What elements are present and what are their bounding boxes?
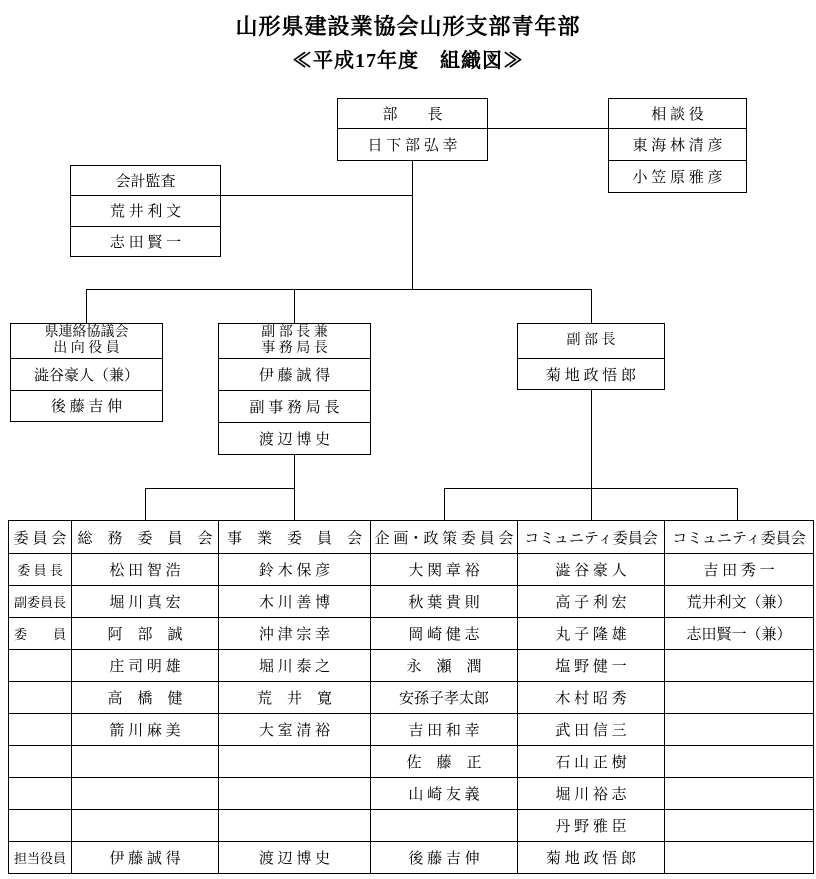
member-cell: 石 山 正 樹 [518, 746, 665, 778]
row-label [9, 746, 72, 778]
member-cell: 後 藤 吉 伸 [371, 842, 518, 874]
header-cell-community-2: コミュニティ委員会 [665, 521, 814, 554]
connector-line [145, 488, 146, 520]
liaison-box [10, 323, 163, 422]
audit-box [70, 165, 221, 257]
table-row [9, 714, 814, 746]
row-label [9, 810, 72, 842]
member-cell [665, 842, 814, 874]
advisor-name: 小 笠 原 雅 彦 [609, 160, 746, 192]
page-title: 山形県建設業協会山形支部青年部 [235, 14, 581, 39]
committee-table [8, 520, 814, 874]
vice-director-secretary-title-line1: 副 部 長 兼 [261, 325, 328, 340]
member-cell [665, 682, 814, 714]
table-row [9, 554, 814, 586]
liaison-name: 後 藤 吉 伸 [11, 390, 162, 422]
member-cell [219, 746, 371, 778]
member-cell [72, 746, 219, 778]
member-cell: 荒 井 寛 [219, 682, 371, 714]
deputy-secretary-title: 副 事 務 局 長 [219, 390, 370, 422]
member-cell [219, 778, 371, 810]
member-cell [72, 810, 219, 842]
member-cell: 岡 崎 健 志 [371, 618, 518, 650]
connector-line [221, 195, 413, 196]
deputy-secretary-name: 渡 辺 博 史 [219, 422, 370, 454]
member-cell: 渡 辺 博 史 [219, 842, 371, 874]
connector-line [86, 289, 87, 323]
member-cell: 佐 藤 正 [371, 746, 518, 778]
advisor-box [608, 98, 747, 193]
member-cell [665, 714, 814, 746]
row-label: 委 員 [9, 618, 72, 650]
connector-line [444, 488, 738, 489]
member-cell: 菊 地 政 悟 郎 [518, 842, 665, 874]
header-cell-committee: 委 員 会 [9, 521, 72, 554]
member-cell [665, 778, 814, 810]
row-label [9, 682, 72, 714]
audit-name: 志 田 賢 一 [71, 226, 220, 257]
vice-director-title: 副 部 長 [566, 333, 616, 348]
member-cell: 堀 川 泰 之 [219, 650, 371, 682]
header-cell-planning-policy: 企 画・政 策 委 員 会 [371, 521, 518, 554]
row-label [9, 778, 72, 810]
member-cell: 志田賢一（兼） [665, 618, 814, 650]
member-cell [72, 778, 219, 810]
member-cell: 伊 藤 誠 得 [72, 842, 219, 874]
liaison-title-line2: 出 向 役 員 [53, 341, 120, 356]
member-cell: 永 瀬 潤 [371, 650, 518, 682]
member-cell: 澁 谷 豪 人 [518, 554, 665, 586]
connector-line [412, 161, 413, 289]
director-box [337, 98, 488, 161]
audit-name: 荒 井 利 文 [71, 195, 220, 226]
table-row [9, 842, 814, 874]
member-cell: 堀 川 裕 志 [518, 778, 665, 810]
vice-director-box [517, 323, 665, 390]
connector-line [444, 488, 445, 520]
member-cell: 木 村 昭 秀 [518, 682, 665, 714]
vice-director-secretary-box [218, 323, 371, 455]
connector-line [86, 289, 592, 290]
member-cell: 丹 野 雅 臣 [518, 810, 665, 842]
member-cell: 丸 子 隆 雄 [518, 618, 665, 650]
table-row [9, 586, 814, 618]
member-cell: 大 室 清 裕 [219, 714, 371, 746]
advisor-title: 相 談 役 [651, 107, 704, 123]
member-cell: 高 子 利 宏 [518, 586, 665, 618]
member-cell: 武 田 信 三 [518, 714, 665, 746]
table-row [9, 778, 814, 810]
director-title: 部 長 [382, 107, 443, 123]
member-cell: 高 橋 健 [72, 682, 219, 714]
member-cell: 沖 津 宗 幸 [219, 618, 371, 650]
member-cell [371, 810, 518, 842]
liaison-title [11, 324, 162, 358]
row-label: 担当役員 [9, 842, 72, 874]
header-cell-general-affairs: 総 務 委 員 会 [72, 521, 219, 554]
table-row [9, 810, 814, 842]
connector-line [737, 488, 738, 520]
member-cell: 阿 部 誠 [72, 618, 219, 650]
table-row [9, 746, 814, 778]
row-label: 委 員 長 [9, 554, 72, 586]
row-label [9, 714, 72, 746]
vice-director-name: 菊 地 政 悟 郎 [518, 358, 664, 389]
connector-line [294, 289, 295, 323]
member-cell [219, 810, 371, 842]
member-cell: 箭 川 麻 美 [72, 714, 219, 746]
connector-line [591, 289, 592, 323]
table-row [9, 618, 814, 650]
liaison-name: 澁谷豪人（兼） [11, 358, 162, 390]
member-cell: 塩 野 健 一 [518, 650, 665, 682]
member-cell: 安孫子孝太郎 [371, 682, 518, 714]
committee-header-row [9, 521, 814, 554]
director-name: 日 下 部 弘 幸 [338, 128, 487, 160]
header-cell-community-1: コミュニティ委員会 [518, 521, 665, 554]
member-cell: 庄 司 明 雄 [72, 650, 219, 682]
connector-line [591, 390, 592, 520]
audit-title: 会計監査 [115, 174, 176, 190]
member-cell [665, 746, 814, 778]
vice-director-secretary-name: 伊 藤 誠 得 [219, 358, 370, 390]
row-label: 副委員長 [9, 586, 72, 618]
liaison-title-line1: 県連絡協議会 [44, 325, 129, 340]
member-cell: 吉 田 秀 一 [665, 554, 814, 586]
member-cell: 荒井利文（兼） [665, 586, 814, 618]
table-row [9, 682, 814, 714]
page-subtitle: ≪平成17年度 組織図≫ [292, 50, 524, 72]
advisor-name: 東 海 林 清 彦 [609, 128, 746, 160]
header-cell-business: 事 業 委 員 会 [219, 521, 371, 554]
member-cell: 大 関 章 裕 [371, 554, 518, 586]
member-cell: 松 田 智 浩 [72, 554, 219, 586]
member-cell [665, 810, 814, 842]
member-cell: 秋 葉 貴 則 [371, 586, 518, 618]
member-cell: 吉 田 和 幸 [371, 714, 518, 746]
connector-line [487, 128, 608, 129]
row-label [9, 650, 72, 682]
vice-director-secretary-title [219, 324, 370, 358]
table-row [9, 650, 814, 682]
member-cell: 鈴 木 保 彦 [219, 554, 371, 586]
member-cell: 堀 川 真 宏 [72, 586, 219, 618]
vice-director-secretary-title-line2: 事 務 局 長 [261, 341, 328, 356]
member-cell [665, 650, 814, 682]
member-cell: 山 崎 友 義 [371, 778, 518, 810]
connector-line [145, 488, 295, 489]
member-cell: 木 川 善 博 [219, 586, 371, 618]
